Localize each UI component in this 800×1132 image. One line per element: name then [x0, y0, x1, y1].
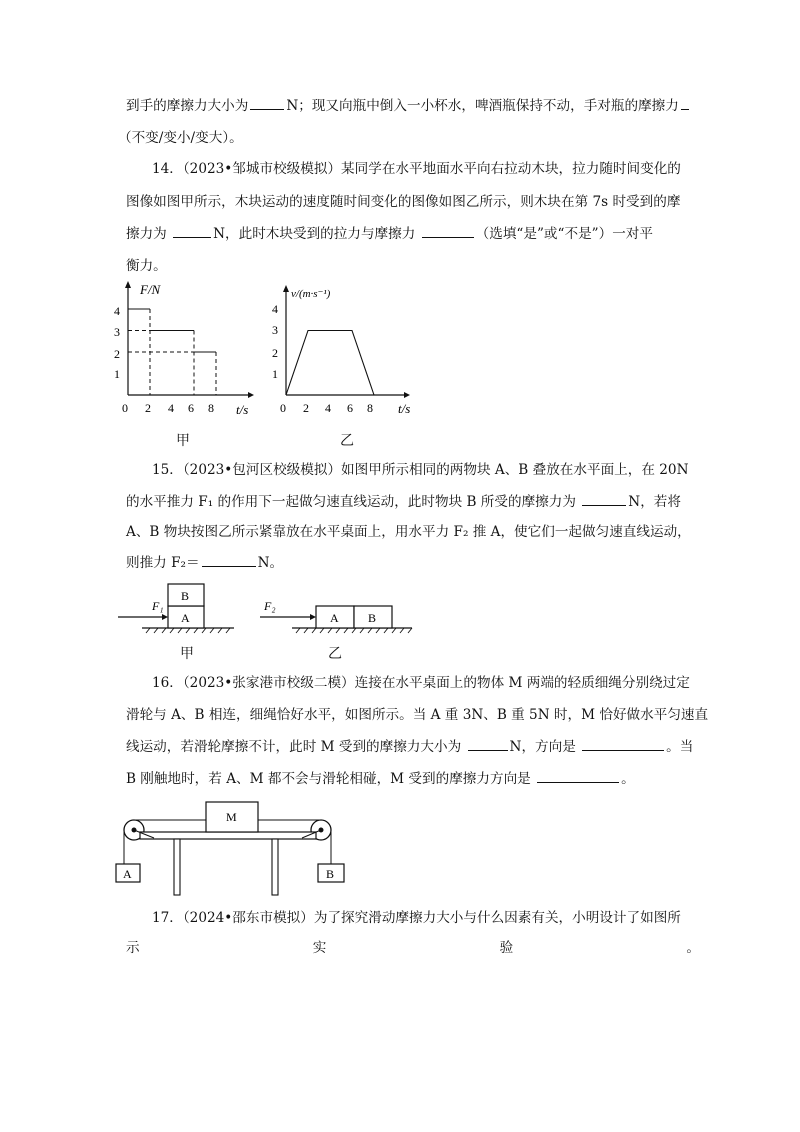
y-tick-label: 3 — [114, 325, 120, 339]
y-tick-label: 1 — [114, 367, 120, 381]
x-tick-label: 4 — [325, 401, 331, 415]
q16-line-3: 线运动，若滑轮摩擦不计，此时 M 受到的摩擦力大小为 N，方向是 。当 — [126, 736, 693, 757]
q17-line-1: 17．（2024•邵东市模拟）为了探究滑动摩擦力大小与什么因素有关，小明设计了如图所 — [152, 910, 681, 926]
answer-blank[interactable] — [681, 95, 689, 110]
x-tick-label: 6 — [347, 401, 353, 415]
x-tick-label: 2 — [145, 401, 151, 415]
x-tick-label: 0 — [280, 401, 286, 415]
y-tick-label: 4 — [114, 304, 120, 318]
q15-line-1: 15．（2023•包河区校级模拟）如图甲所示相同的两物块 A、B 叠放在水平面上，在 20N — [152, 462, 689, 478]
y-tick-label: 2 — [272, 346, 278, 360]
q15-line-3: A、B 物块按图乙所示紧靠放在水平桌面上，用水平力 F₂ 推 A，使它们一起做匀速直线运动， — [126, 524, 691, 540]
q13-line-1: 到手的摩擦力大小为 N；现又向瓶中倒入一小杯水，啤酒瓶保持不动，手对瓶的摩擦力 — [126, 95, 691, 116]
q14-line-4: 衡力。 — [126, 258, 167, 274]
block-b-label: B — [368, 611, 377, 625]
y-tick-label: 2 — [114, 347, 120, 361]
q17-line-2: 示 实 验 。 — [126, 940, 700, 956]
pulley-table-figure — [114, 796, 354, 902]
x-tick-label: 6 — [188, 401, 194, 415]
answer-blank[interactable] — [582, 491, 626, 506]
x-tick-label: 4 — [168, 401, 174, 415]
answer-blank[interactable] — [202, 552, 256, 567]
x-tick-label: 8 — [367, 401, 373, 415]
figure-caption-yi: 乙 — [340, 433, 354, 449]
ground-hatch-right — [296, 628, 412, 633]
q16-line-1: 16．（2023•张家港市校级二模）连接在水平桌面上的物体 M 两端的轻质细绳分别绕过定 — [152, 675, 690, 691]
arrow-head-icon — [162, 614, 168, 620]
mass-a-label: A — [123, 867, 132, 881]
q16-line-2: 滑轮与 A、B 相连，细绳恰好水平，如图所示。当 A 重 3N、B 重 5N 时，M 恰好做水平匀速直 — [126, 707, 709, 723]
x-axis-label: t/s — [398, 401, 411, 416]
q14-line-1: 14．（2023•邹城市校级模拟）某同学在水平地面水平向右拉动木块，拉力随时间变化的 — [152, 161, 681, 177]
table-leg-right — [272, 839, 278, 895]
ground-hatch-left — [146, 628, 230, 633]
x-tick-label: 0 — [122, 401, 128, 415]
y-axis-label: v/(m·s⁻¹) — [291, 288, 331, 300]
x-tick-label: 2 — [303, 401, 309, 415]
x-axis-label: t/s — [236, 402, 249, 417]
q14-line-3: 擦力为 N，此时木块受到的拉力与摩擦力 （选填“是”或“不是”）一对平 — [126, 223, 653, 244]
block-a-label: A — [330, 611, 339, 625]
y-axis-label: F/N — [140, 282, 161, 297]
answer-blank[interactable] — [422, 223, 474, 238]
force-time-graph — [108, 278, 268, 418]
arrow-head-icon — [310, 614, 316, 620]
velocity-line — [286, 331, 374, 396]
figure-caption-jia: 甲 — [176, 433, 190, 449]
force-step-lines — [128, 309, 216, 395]
answer-blank[interactable] — [582, 736, 664, 751]
y-axis-arrow — [125, 281, 131, 288]
block-a-label: A — [181, 611, 190, 625]
q15-line-2: 的水平推力 F₁ 的作用下一起做匀速直线运动，此时物块 B 所受的摩擦力为 N，若将 — [126, 491, 681, 512]
q13-line-2: （不变/变小/变大）。 — [118, 130, 243, 146]
mass-m-label: M — [226, 810, 237, 824]
velocity-lines — [286, 331, 374, 396]
stacked-blocks-figure — [112, 578, 422, 658]
q16-line-4: B 刚触地时，若 A、M 都不会与滑轮相碰，M 受到的摩擦力方向是 。 — [126, 768, 635, 789]
velocity-time-graph — [264, 282, 424, 418]
answer-blank[interactable] — [537, 768, 619, 783]
y-tick-label: 1 — [272, 367, 278, 381]
block-b-label: B — [181, 589, 190, 603]
y-tick-label: 4 — [272, 302, 278, 316]
figure-caption-yi: 乙 — [328, 646, 342, 662]
force-label-f2: F₂ — [264, 599, 276, 613]
answer-blank[interactable] — [250, 95, 284, 110]
x-tick-label: 8 — [208, 401, 214, 415]
y-tick-label: 3 — [272, 323, 278, 337]
table-leg-left — [174, 839, 180, 895]
answer-blank[interactable] — [173, 223, 211, 238]
x-axis-arrow — [248, 392, 254, 398]
table-top — [140, 832, 316, 839]
answer-blank[interactable] — [468, 736, 508, 751]
y-axis-arrow — [283, 285, 289, 292]
mass-b-label: B — [326, 867, 335, 881]
figure-caption-jia: 甲 — [180, 646, 194, 662]
force-label-f1: F₁ — [152, 599, 164, 613]
x-axis-arrow — [404, 392, 410, 398]
q15-line-4: 则推力 F₂＝ N。 — [126, 552, 283, 573]
q14-line-2: 图像如图甲所示，木块运动的速度随时间变化的图像如图乙所示，则木块在第 7s 时受到的摩 — [126, 194, 681, 210]
